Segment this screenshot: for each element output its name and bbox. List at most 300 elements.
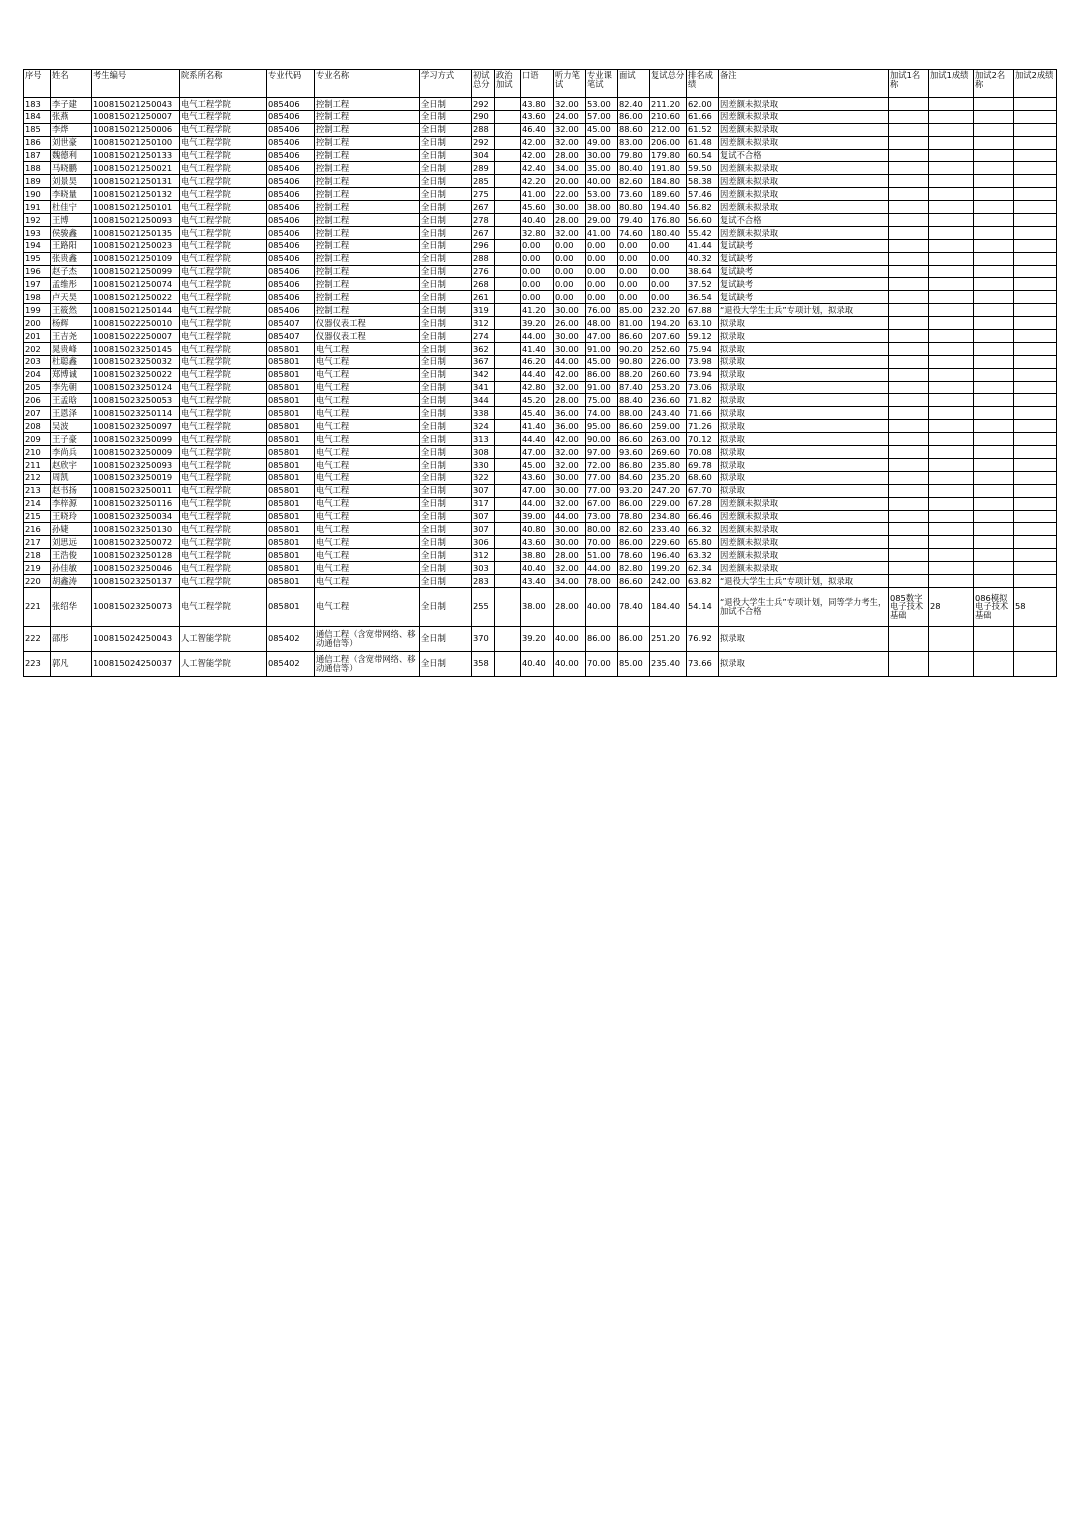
cell-interview: 86.00 <box>618 110 650 123</box>
cell-seq: 206 <box>24 394 51 407</box>
cell-retest-total: 252.60 <box>650 342 687 355</box>
cell-exam-id: 100815021250099 <box>92 265 180 278</box>
cell-retest-total: 0.00 <box>650 278 687 291</box>
cell-interview: 82.60 <box>618 523 650 536</box>
cell-listening: 40.00 <box>554 626 586 651</box>
cell-name: 郭凡 <box>51 651 92 676</box>
cell-politics <box>495 458 521 471</box>
cell-major-written: 45.00 <box>586 355 618 368</box>
cell-remarks: 因差额未拟录取 <box>719 162 889 175</box>
cell-rank-score: 73.98 <box>687 355 719 368</box>
cell-rank-score: 75.94 <box>687 342 719 355</box>
cell-initial-score: 324 <box>472 420 495 433</box>
cell-extra2-score <box>1014 162 1057 175</box>
cell-oral: 41.40 <box>521 342 554 355</box>
table-row <box>24 407 1057 420</box>
cell-major-written: 0.00 <box>586 278 618 291</box>
cell-extra2-name <box>974 98 1014 111</box>
cell-major-name: 通信工程（含宽带网络、移动通信等） <box>315 626 420 651</box>
cell-major-name: 控制工程 <box>315 98 420 111</box>
cell-extra2-score <box>1014 458 1057 471</box>
cell-dept: 电气工程学院 <box>180 510 267 523</box>
cell-exam-id: 100815021250133 <box>92 149 180 162</box>
cell-major-written: 74.00 <box>586 407 618 420</box>
cell-extra2-name <box>974 175 1014 188</box>
cell-oral: 41.40 <box>521 420 554 433</box>
cell-interview: 80.80 <box>618 201 650 214</box>
cell-study-mode: 全日制 <box>420 188 472 201</box>
cell-remarks: 因差额未拟录取 <box>719 98 889 111</box>
cell-extra2-score <box>1014 510 1057 523</box>
cell-rank-score: 65.80 <box>687 536 719 549</box>
cell-exam-id: 100815021250132 <box>92 188 180 201</box>
cell-dept: 电气工程学院 <box>180 458 267 471</box>
cell-interview: 93.60 <box>618 446 650 459</box>
cell-interview: 73.60 <box>618 188 650 201</box>
cell-oral: 39.20 <box>521 626 554 651</box>
cell-major-written: 80.00 <box>586 523 618 536</box>
table-row <box>24 368 1057 381</box>
cell-extra1-name <box>889 484 929 497</box>
cell-name: 王晓玲 <box>51 510 92 523</box>
cell-interview: 90.20 <box>618 342 650 355</box>
cell-politics <box>495 523 521 536</box>
cell-extra1-name <box>889 562 929 575</box>
cell-major-code: 085406 <box>267 162 315 175</box>
cell-initial-score: 292 <box>472 98 495 111</box>
cell-listening: 0.00 <box>554 278 586 291</box>
cell-listening: 32.00 <box>554 497 586 510</box>
cell-major-name: 控制工程 <box>315 188 420 201</box>
cell-name: 王吉尧 <box>51 330 92 343</box>
cell-seq: 204 <box>24 368 51 381</box>
cell-retest-total: 0.00 <box>650 291 687 304</box>
cell-extra2-score <box>1014 420 1057 433</box>
cell-dept: 电气工程学院 <box>180 188 267 201</box>
cell-retest-total: 235.80 <box>650 458 687 471</box>
cell-dept: 人工智能学院 <box>180 626 267 651</box>
cell-extra1-name <box>889 381 929 394</box>
cell-dept: 电气工程学院 <box>180 446 267 459</box>
cell-study-mode: 全日制 <box>420 446 472 459</box>
table-row <box>24 549 1057 562</box>
cell-extra2-score <box>1014 368 1057 381</box>
cell-dept: 电气工程学院 <box>180 123 267 136</box>
cell-extra2-score <box>1014 317 1057 330</box>
cell-listening: 0.00 <box>554 291 586 304</box>
cell-major-written: 77.00 <box>586 471 618 484</box>
cell-oral: 32.80 <box>521 226 554 239</box>
cell-listening: 24.00 <box>554 110 586 123</box>
cell-rank-score: 57.46 <box>687 188 719 201</box>
cell-politics <box>495 587 521 626</box>
table-row <box>24 433 1057 446</box>
cell-exam-id: 100815021250021 <box>92 162 180 175</box>
cell-extra1-score <box>929 355 974 368</box>
cell-retest-total: 194.40 <box>650 201 687 214</box>
cell-major-code: 085406 <box>267 265 315 278</box>
cell-extra2-name <box>974 110 1014 123</box>
cell-major-written: 86.00 <box>586 368 618 381</box>
cell-interview: 86.60 <box>618 574 650 587</box>
cell-dept: 电气工程学院 <box>180 368 267 381</box>
cell-oral: 46.40 <box>521 123 554 136</box>
cell-study-mode: 全日制 <box>420 123 472 136</box>
cell-interview: 78.60 <box>618 549 650 562</box>
cell-retest-total: 0.00 <box>650 252 687 265</box>
cell-extra1-name <box>889 458 929 471</box>
cell-extra1-score: 28 <box>929 587 974 626</box>
cell-exam-id: 100815021250135 <box>92 226 180 239</box>
cell-initial-score: 267 <box>472 201 495 214</box>
cell-name: 张绍华 <box>51 587 92 626</box>
cell-major-name: 电气工程 <box>315 562 420 575</box>
cell-oral: 45.00 <box>521 458 554 471</box>
cell-major-written: 90.00 <box>586 433 618 446</box>
cell-interview: 0.00 <box>618 239 650 252</box>
cell-dept: 电气工程学院 <box>180 226 267 239</box>
cell-politics <box>495 149 521 162</box>
cell-exam-id: 100815023250093 <box>92 458 180 471</box>
cell-rank-score: 66.32 <box>687 523 719 536</box>
cell-extra1-score <box>929 123 974 136</box>
cell-exam-id: 100815023250032 <box>92 355 180 368</box>
cell-major-code: 085406 <box>267 98 315 111</box>
cell-exam-id: 100815023250116 <box>92 497 180 510</box>
cell-extra2-name: 086模拟电子技术基础 <box>974 587 1014 626</box>
cell-initial-score: 288 <box>472 252 495 265</box>
cell-major-name: 仪器仪表工程 <box>315 317 420 330</box>
cell-politics <box>495 355 521 368</box>
cell-extra1-score <box>929 651 974 676</box>
cell-extra2-score: 58 <box>1014 587 1057 626</box>
cell-extra2-name <box>974 201 1014 214</box>
cell-study-mode: 全日制 <box>420 149 472 162</box>
cell-retest-total: 0.00 <box>650 239 687 252</box>
cell-rank-score: 55.42 <box>687 226 719 239</box>
cell-initial-score: 275 <box>472 188 495 201</box>
cell-extra2-name <box>974 549 1014 562</box>
cell-interview: 86.80 <box>618 458 650 471</box>
cell-interview: 93.20 <box>618 484 650 497</box>
cell-seq: 214 <box>24 497 51 510</box>
cell-major-name: 控制工程 <box>315 162 420 175</box>
cell-seq: 207 <box>24 407 51 420</box>
cell-name: 杨辉 <box>51 317 92 330</box>
cell-extra1-name <box>889 407 929 420</box>
cell-major-name: 电气工程 <box>315 458 420 471</box>
cell-dept: 电气工程学院 <box>180 420 267 433</box>
cell-major-written: 97.00 <box>586 446 618 459</box>
cell-extra2-name <box>974 420 1014 433</box>
cell-seq: 188 <box>24 162 51 175</box>
cell-extra2-score <box>1014 304 1057 317</box>
cell-dept: 电气工程学院 <box>180 239 267 252</box>
cell-oral: 42.40 <box>521 162 554 175</box>
cell-retest-total: 229.60 <box>650 536 687 549</box>
cell-retest-total: 236.60 <box>650 394 687 407</box>
cell-extra1-score <box>929 239 974 252</box>
cell-major-code: 085801 <box>267 433 315 446</box>
cell-name: 马晓鹏 <box>51 162 92 175</box>
cell-exam-id: 100815023250130 <box>92 523 180 536</box>
col-header: 院系所名称 <box>180 70 267 98</box>
cell-extra1-name <box>889 651 929 676</box>
table-row <box>24 110 1057 123</box>
cell-listening: 32.00 <box>554 136 586 149</box>
cell-listening: 32.00 <box>554 381 586 394</box>
cell-oral: 40.40 <box>521 214 554 227</box>
cell-seq: 192 <box>24 214 51 227</box>
cell-extra2-name <box>974 123 1014 136</box>
cell-oral: 38.80 <box>521 549 554 562</box>
cell-major-written: 49.00 <box>586 136 618 149</box>
cell-initial-score: 322 <box>472 471 495 484</box>
cell-name: 张燕 <box>51 110 92 123</box>
cell-oral: 41.00 <box>521 188 554 201</box>
cell-initial-score: 307 <box>472 523 495 536</box>
cell-oral: 0.00 <box>521 265 554 278</box>
cell-interview: 83.00 <box>618 136 650 149</box>
cell-major-written: 73.00 <box>586 510 618 523</box>
cell-remarks: 因差额未拟录取 <box>719 136 889 149</box>
cell-extra1-score <box>929 497 974 510</box>
cell-major-code: 085801 <box>267 536 315 549</box>
cell-exam-id: 100815021250006 <box>92 123 180 136</box>
cell-major-code: 085801 <box>267 510 315 523</box>
table-row <box>24 484 1057 497</box>
cell-remarks: 拟录取 <box>719 420 889 433</box>
cell-major-code: 085801 <box>267 574 315 587</box>
cell-name: 晁贵峰 <box>51 342 92 355</box>
cell-name: 王恩泽 <box>51 407 92 420</box>
col-header: 面试 <box>618 70 650 98</box>
cell-extra1-score <box>929 265 974 278</box>
cell-extra1-score <box>929 381 974 394</box>
cell-initial-score: 358 <box>472 651 495 676</box>
cell-oral: 43.60 <box>521 110 554 123</box>
cell-listening: 22.00 <box>554 188 586 201</box>
cell-study-mode: 全日制 <box>420 342 472 355</box>
cell-seq: 211 <box>24 458 51 471</box>
cell-seq: 200 <box>24 317 51 330</box>
cell-major-name: 电气工程 <box>315 420 420 433</box>
cell-extra1-score <box>929 226 974 239</box>
table-row <box>24 136 1057 149</box>
cell-initial-score: 344 <box>472 394 495 407</box>
cell-name: 王路阳 <box>51 239 92 252</box>
cell-listening: 36.00 <box>554 407 586 420</box>
cell-rank-score: 73.66 <box>687 651 719 676</box>
cell-initial-score: 342 <box>472 368 495 381</box>
cell-initial-score: 304 <box>472 149 495 162</box>
cell-name: 卢天昊 <box>51 291 92 304</box>
cell-major-name: 控制工程 <box>315 123 420 136</box>
table-row <box>24 214 1057 227</box>
cell-name: 孙婕 <box>51 523 92 536</box>
cell-politics <box>495 98 521 111</box>
cell-study-mode: 全日制 <box>420 98 472 111</box>
cell-major-written: 44.00 <box>586 562 618 575</box>
cell-dept: 电气工程学院 <box>180 136 267 149</box>
cell-retest-total: 233.40 <box>650 523 687 536</box>
cell-major-code: 085406 <box>267 214 315 227</box>
table-row <box>24 523 1057 536</box>
cell-extra1-name <box>889 433 929 446</box>
cell-study-mode: 全日制 <box>420 304 472 317</box>
cell-extra2-score <box>1014 651 1057 676</box>
cell-study-mode: 全日制 <box>420 381 472 394</box>
table-row <box>24 239 1057 252</box>
cell-seq: 220 <box>24 574 51 587</box>
cell-rank-score: 61.66 <box>687 110 719 123</box>
cell-study-mode: 全日制 <box>420 523 472 536</box>
cell-dept: 电气工程学院 <box>180 549 267 562</box>
cell-study-mode: 全日制 <box>420 136 472 149</box>
cell-major-name: 电气工程 <box>315 342 420 355</box>
cell-name: 孙佳敏 <box>51 562 92 575</box>
cell-exam-id: 100815022250010 <box>92 317 180 330</box>
cell-interview: 85.00 <box>618 651 650 676</box>
cell-interview: 88.40 <box>618 394 650 407</box>
cell-dept: 电气工程学院 <box>180 433 267 446</box>
cell-rank-score: 63.10 <box>687 317 719 330</box>
table-row <box>24 175 1057 188</box>
cell-remarks: 复试缺考 <box>719 278 889 291</box>
cell-major-written: 76.00 <box>586 304 618 317</box>
cell-name: 李烨 <box>51 123 92 136</box>
cell-study-mode: 全日制 <box>420 562 472 575</box>
cell-retest-total: 251.20 <box>650 626 687 651</box>
cell-extra1-score <box>929 304 974 317</box>
cell-initial-score: 312 <box>472 317 495 330</box>
cell-listening: 0.00 <box>554 252 586 265</box>
cell-exam-id: 100815023250019 <box>92 471 180 484</box>
cell-major-name: 电气工程 <box>315 407 420 420</box>
cell-retest-total: 207.60 <box>650 330 687 343</box>
cell-extra1-name <box>889 523 929 536</box>
cell-politics <box>495 278 521 291</box>
cell-initial-score: 290 <box>472 110 495 123</box>
cell-listening: 44.00 <box>554 355 586 368</box>
cell-major-code: 085406 <box>267 110 315 123</box>
cell-interview: 80.40 <box>618 162 650 175</box>
table-row <box>24 381 1057 394</box>
cell-politics <box>495 407 521 420</box>
cell-extra2-name <box>974 626 1014 651</box>
cell-extra2-score <box>1014 381 1057 394</box>
cell-seq: 215 <box>24 510 51 523</box>
cell-remarks: “退役大学生士兵”专项计划，拟录取 <box>719 574 889 587</box>
cell-major-code: 085801 <box>267 497 315 510</box>
cell-retest-total: 260.60 <box>650 368 687 381</box>
cell-extra2-name <box>974 355 1014 368</box>
col-header: 姓名 <box>51 70 92 98</box>
cell-retest-total: 243.40 <box>650 407 687 420</box>
admission-table <box>23 69 1057 677</box>
cell-dept: 电气工程学院 <box>180 162 267 175</box>
cell-initial-score: 276 <box>472 265 495 278</box>
cell-extra1-score <box>929 136 974 149</box>
cell-extra2-score <box>1014 562 1057 575</box>
cell-extra1-name <box>889 214 929 227</box>
cell-initial-score: 296 <box>472 239 495 252</box>
cell-politics <box>495 626 521 651</box>
cell-extra2-name <box>974 574 1014 587</box>
cell-rank-score: 68.60 <box>687 471 719 484</box>
cell-seq: 222 <box>24 626 51 651</box>
cell-major-name: 控制工程 <box>315 265 420 278</box>
header-row <box>24 70 1057 98</box>
cell-listening: 32.00 <box>554 562 586 575</box>
cell-extra1-score <box>929 433 974 446</box>
table-row <box>24 651 1057 676</box>
cell-seq: 205 <box>24 381 51 394</box>
cell-retest-total: 226.00 <box>650 355 687 368</box>
cell-retest-total: 196.40 <box>650 549 687 562</box>
cell-major-code: 085801 <box>267 523 315 536</box>
cell-major-name: 通信工程（含宽带网络、移动通信等） <box>315 651 420 676</box>
cell-interview: 86.00 <box>618 626 650 651</box>
cell-major-code: 085801 <box>267 368 315 381</box>
cell-extra2-score <box>1014 188 1057 201</box>
cell-extra1-name <box>889 304 929 317</box>
cell-extra2-name <box>974 523 1014 536</box>
cell-politics <box>495 162 521 175</box>
cell-listening: 32.00 <box>554 123 586 136</box>
cell-extra1-score <box>929 317 974 330</box>
cell-oral: 43.80 <box>521 98 554 111</box>
cell-remarks: 因差额未拟录取 <box>719 562 889 575</box>
cell-seq: 186 <box>24 136 51 149</box>
cell-remarks: 因差额未拟录取 <box>719 523 889 536</box>
cell-dept: 电气工程学院 <box>180 484 267 497</box>
cell-seq: 194 <box>24 239 51 252</box>
cell-major-written: 70.00 <box>586 651 618 676</box>
cell-rank-score: 73.94 <box>687 368 719 381</box>
cell-interview: 87.40 <box>618 381 650 394</box>
cell-remarks: 拟录取 <box>719 407 889 420</box>
cell-extra1-name <box>889 394 929 407</box>
cell-extra2-score <box>1014 226 1057 239</box>
cell-politics <box>495 304 521 317</box>
cell-politics <box>495 330 521 343</box>
cell-politics <box>495 214 521 227</box>
cell-extra2-score <box>1014 252 1057 265</box>
cell-extra2-name <box>974 471 1014 484</box>
cell-seq: 198 <box>24 291 51 304</box>
cell-major-written: 40.00 <box>586 175 618 188</box>
cell-retest-total: 184.40 <box>650 587 687 626</box>
cell-study-mode: 全日制 <box>420 368 472 381</box>
cell-politics <box>495 252 521 265</box>
cell-initial-score: 330 <box>472 458 495 471</box>
table-row <box>24 497 1057 510</box>
cell-rank-score: 63.32 <box>687 549 719 562</box>
cell-major-code: 085801 <box>267 562 315 575</box>
cell-interview: 81.00 <box>618 317 650 330</box>
cell-study-mode: 全日制 <box>420 265 472 278</box>
cell-listening: 28.00 <box>554 149 586 162</box>
cell-major-written: 45.00 <box>586 123 618 136</box>
cell-extra2-name <box>974 536 1014 549</box>
cell-rank-score: 69.78 <box>687 458 719 471</box>
cell-politics <box>495 317 521 330</box>
cell-major-written: 0.00 <box>586 252 618 265</box>
cell-name: 邵彤 <box>51 626 92 651</box>
cell-major-code: 085801 <box>267 407 315 420</box>
cell-retest-total: 269.60 <box>650 446 687 459</box>
